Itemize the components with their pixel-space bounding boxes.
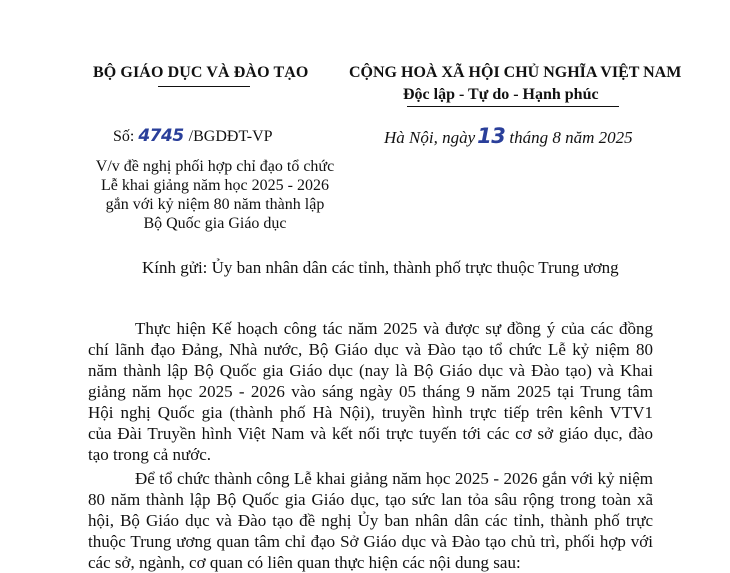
document-number-suffix: /BGDĐT-VP (188, 128, 273, 145)
republic-name: CỘNG HOÀ XÃ HỘI CHỦ NGHĨA VIỆT NAM (349, 64, 682, 81)
ministry-underline (158, 86, 250, 87)
paragraph-line: tạo trong cả nước. (88, 445, 211, 464)
national-motto: Độc lập - Tự do - Hạnh phúc (403, 86, 599, 103)
subject-block (72, 157, 358, 233)
paragraph-line: Hội nghị Quốc gia (thành phố Hà Nội), truyền hình trực tiếp trên kênh VTV1 (88, 403, 653, 422)
ministry-name: BỘ GIÁO DỤC VÀ ĐÀO TẠO (93, 64, 309, 81)
paragraph-line: chí lãnh đạo Đảng, Nhà nước, Bộ Giáo dục và Đào tạo tổ chức Lễ kỷ niệm 80 (88, 340, 653, 359)
subject-line: Lễ khai giảng năm học 2025 - 2026 (101, 177, 329, 194)
body-paragraph-1 (88, 318, 653, 465)
paragraph-line: thuộc Trung ương quan tâm chỉ đạo Sở Giáo dục và Đào tạo chủ trì, phối hợp với (88, 532, 653, 551)
paragraph-line: năm thành lập Bộ Quốc gia Giáo dục (nay là Bộ Giáo dục và Đào tạo) và Khai (88, 361, 653, 380)
paragraph-line: các sở, ngành, cơ quan có liên quan thực hiện các nội dung sau: (88, 553, 521, 572)
issue-date-suffix: tháng 8 năm 2025 (509, 128, 633, 147)
subject-line: V/v đề nghị phối hợp chỉ đạo tổ chức (95, 158, 335, 175)
paragraph-line: Thực hiện Kế hoạch công tác năm 2025 và được sự đồng ý của các đồng (135, 319, 653, 338)
document-number-prefix: Số: (113, 128, 135, 145)
paragraph-line: của Đài Truyền hình Việt Nam và kết nối trực tuyến tới các cơ sở giáo dục, đào (88, 424, 653, 443)
document-number-handwritten: 4745 (138, 126, 184, 146)
document-number (113, 126, 273, 146)
subject-line: gắn với kỷ niệm 80 năm thành lập (105, 196, 325, 213)
paragraph-line: 80 năm thành lập Bộ Quốc gia Giáo dục, tạo sức lan tỏa sâu rộng trong toàn xã (88, 490, 653, 509)
issue-date-prefix: Hà Nội, ngày (384, 128, 476, 147)
paragraph-line: hội, Bộ Giáo dục và Đào tạo đề nghị Ủy ban nhân dân các tỉnh, thành phố trực (88, 511, 653, 530)
subject-line: Bộ Quốc gia Giáo dục (143, 215, 287, 232)
paragraph-line: Để tổ chức thành công Lễ khai giảng năm học 2025 - 2026 gắn với kỷ niệm (135, 469, 653, 488)
motto-underline (407, 106, 619, 107)
body-paragraph-2 (88, 468, 653, 573)
recipient-line: Kính gửi: Ủy ban nhân dân các tỉnh, thành phố trực thuộc Trung ương (142, 258, 619, 277)
issue-day-handwritten: 13 (477, 124, 506, 148)
issue-date (384, 124, 633, 148)
paragraph-line: giảng năm học 2025 - 2026 vào sáng ngày 05 tháng 9 năm 2025 tại Trung tâm (88, 382, 653, 401)
